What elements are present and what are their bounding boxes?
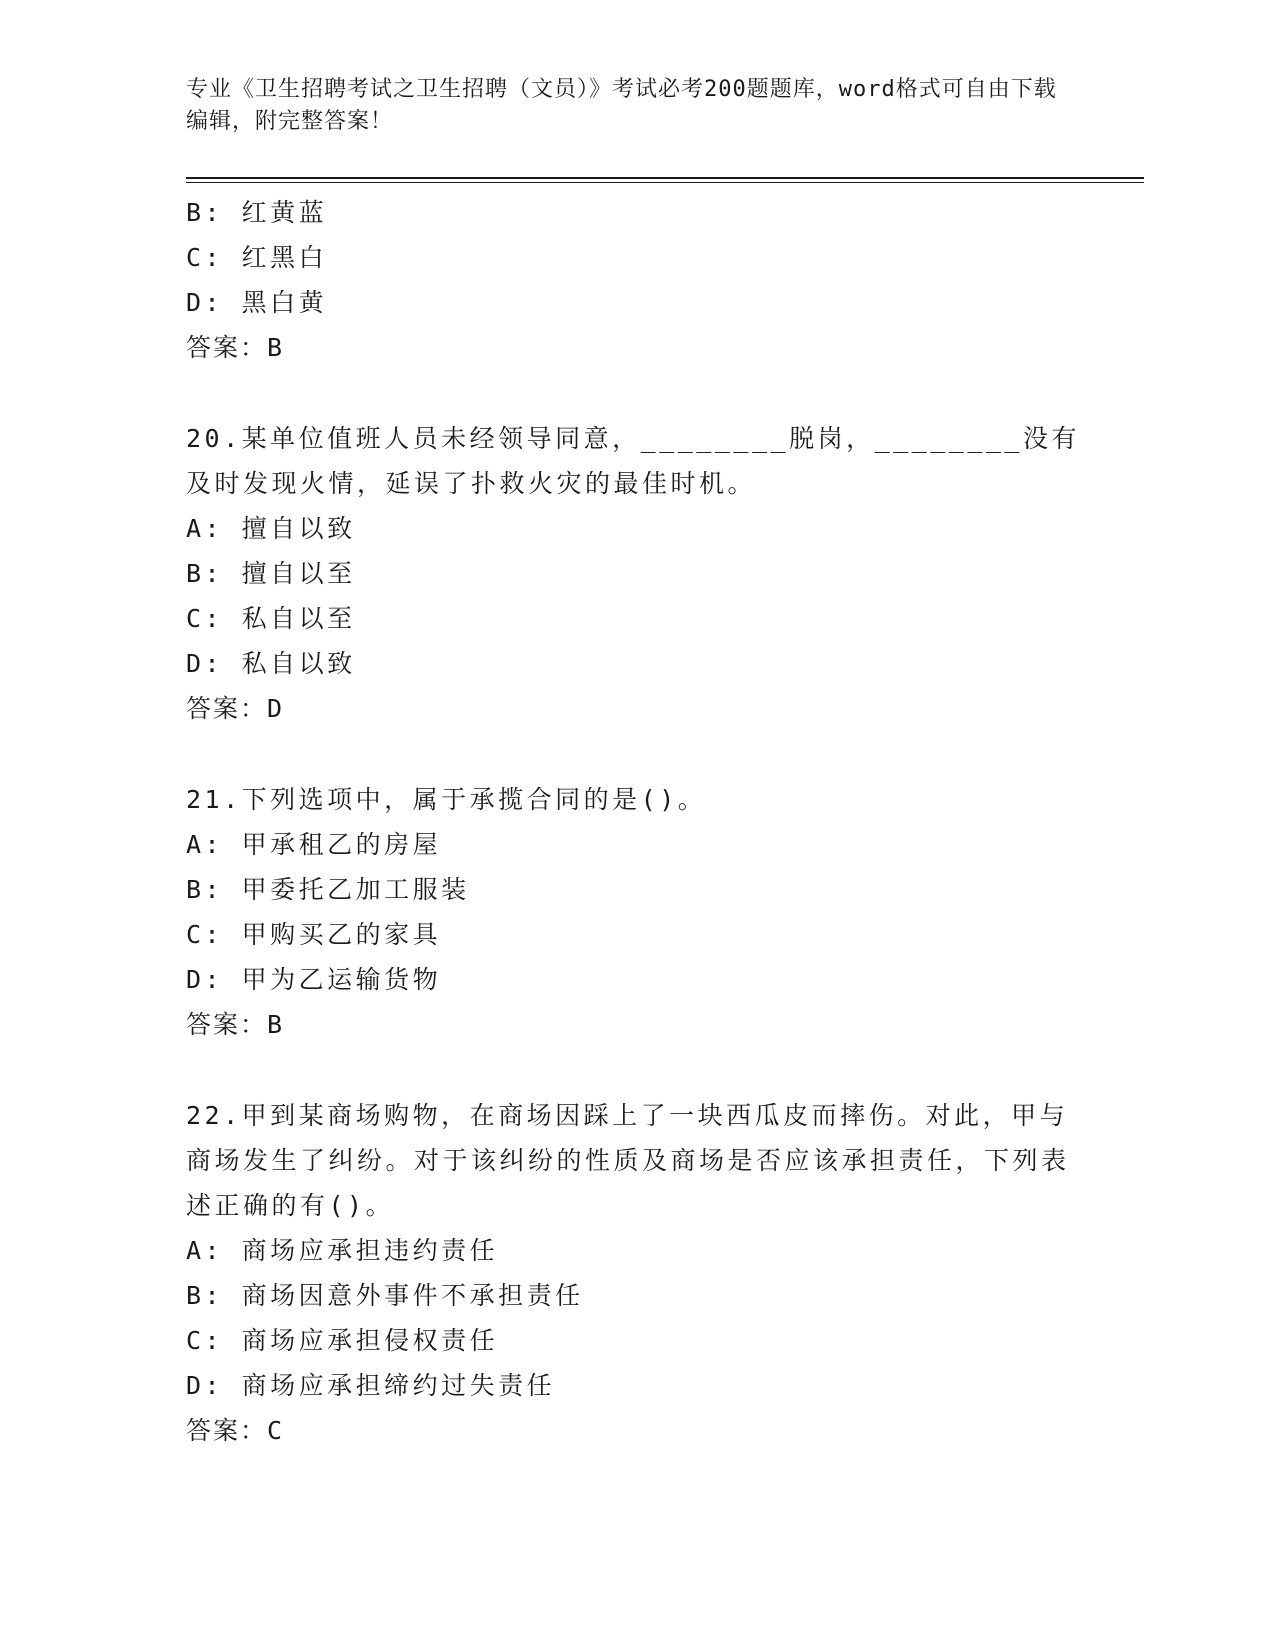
option-c: C: 私自以至 — [186, 604, 356, 633]
option-c: C: 甲购买乙的家具 — [186, 920, 442, 949]
option-c: C: 红黑白 — [186, 243, 328, 272]
option-d: D: 黑白黄 — [186, 288, 328, 317]
answer: 答案：B — [186, 1010, 285, 1039]
question-19-continuation — [186, 190, 1086, 370]
option-d: D: 甲为乙运输货物 — [186, 965, 442, 994]
option-d: D: 商场应承担缔约过失责任 — [186, 1371, 556, 1400]
answer: 答案：C — [186, 1416, 285, 1445]
header-divider-thin — [186, 182, 1144, 183]
answer: 答案：B — [186, 333, 285, 362]
question-22 — [186, 1093, 1086, 1453]
option-b: B: 擅自以至 — [186, 559, 356, 588]
question-21 — [186, 777, 1086, 1047]
option-b: B: 商场因意外事件不承担责任 — [186, 1281, 584, 1310]
question-text: 20.某单位值班人员未经领导同意，________脱岗，________没有及时发现火情，延误了扑救火灾的最佳时机。 — [186, 424, 1080, 498]
option-a: A: 商场应承担违约责任 — [186, 1236, 499, 1265]
option-a: A: 擅自以致 — [186, 514, 356, 543]
option-c: C: 商场应承担侵权责任 — [186, 1326, 499, 1355]
question-20 — [186, 416, 1086, 731]
document-header: 专业《卫生招聘考试之卫生招聘（文员）》考试必考200题题库，word格式可自由下载编辑，附完整答案！ — [186, 77, 1057, 134]
header-divider-thick — [186, 177, 1144, 179]
question-list — [186, 190, 1086, 1499]
question-text: 21.下列选项中，属于承揽合同的是()。 — [186, 785, 707, 814]
option-d: D: 私自以致 — [186, 649, 356, 678]
option-b: B: 红黄蓝 — [186, 198, 328, 227]
answer: 答案：D — [186, 694, 285, 723]
option-b: B: 甲委托乙加工服装 — [186, 875, 470, 904]
question-text: 22.甲到某商场购物，在商场因踩上了一块西瓜皮而摔伤。对此，甲与商场发生了纠纷。对于该纠纷的性质及商场是否应该承担责任，下列表述正确的有()。 — [186, 1101, 1070, 1220]
option-a: A: 甲承租乙的房屋 — [186, 830, 442, 859]
